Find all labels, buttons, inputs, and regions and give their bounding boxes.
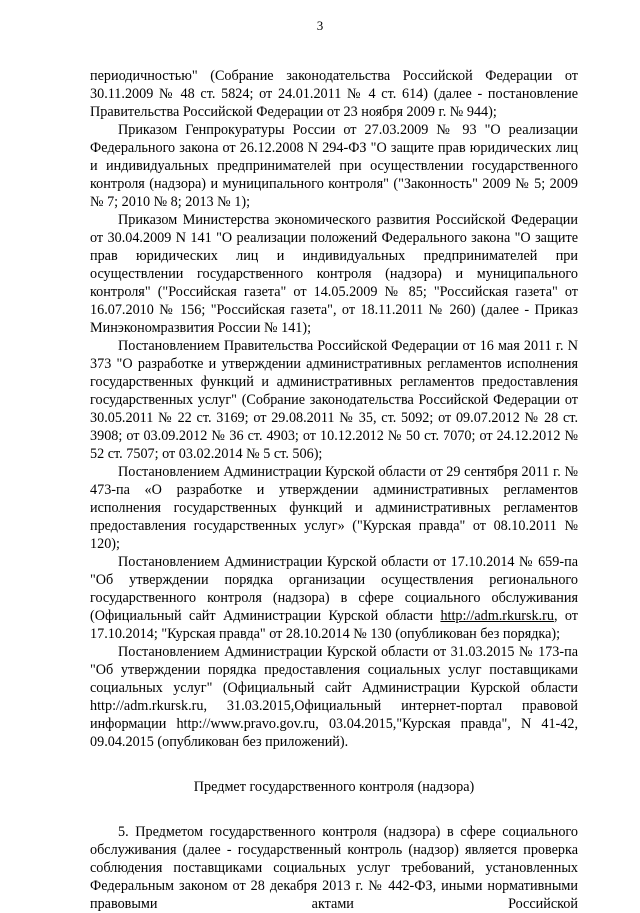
page-number: 3 xyxy=(316,18,324,33)
document-body xyxy=(90,67,578,913)
paragraph-ministry-order-141: Приказом Министерства экономического развития Российской Федерации от 30.04.2009 N 141 "О реализации положений Федерального закона "О защите прав юридических лиц и индивидуальных предпринимателей при осуществлении государственного контроля (надзора) и муниципального контроля" ("Российская газета" от 14.05.2009 № 85; "Российская газета" от 16.07.2010 № 156; "Российская газета", от 18.11.2011 № 260) (далее - Приказ Минэкономразвития России № 141); xyxy=(90,212,578,336)
paragraph-text-after-link: , от 17.10.2014; "Курская правда" от 28.10.2014 № 130 (опубликован без порядка); xyxy=(90,608,578,642)
paragraph-kursk-resolution-473: Постановлением Администрации Курской области от 29 сентября 2011 г. № 473-па «О разработке и утверждении административных регламентов исполнения государственных функций и административных регламентов предоставления государственных услуг» ("Курская правда" от 08.10.2011 № 120); xyxy=(90,464,578,552)
paragraph-kursk-resolution-659 xyxy=(90,553,578,643)
paragraph-prosecutor-order-93: Приказом Генпрокуратуры России от 27.03.2009 № 93 "О реализации Федерального закона от 26.12.2008 N 294-ФЗ "О защите прав юридических лиц и индивидуальных предпринимателей при осуществлении государственного контроля (надзора) и муниципального контроля" ("Законность" 2009 № 5; 2009 № 7; 2010 № 8; 2013 № 1); xyxy=(90,122,578,210)
paragraph-kursk-resolution-173: Постановлением Администрации Курской области от 31.03.2015 № 173-па "Об утверждении порядка предоставления социальных услуг поставщиками социальных услуг" (Официальный сайт Администрации Курской области http://adm.rkursk.ru, 31.03.2015,Официальный интернет-портал правовой информации http://www.pravo.gov.ru, 03.04.2015,"Курская правда", N 41-42, 09.04.2015 (опубликован без приложений). xyxy=(90,644,578,750)
paragraph-government-resolution-373: Постановлением Правительства Российской Федерации от 16 мая 2011 г. N 373 "О разработке и утверждении административных регламентов исполнения государственных функций и административных регламентов предоставления государственных услуг" (Собрание законодательства Российской Федерации от 30.05.2011 № 22 ст. 3169; от 29.08.2011 № 35, ст. 5092; от 09.07.2012 № 28 ст. 3908; от 03.09.2012 № 36 ст. 4903; от 10.12.2012 № 50 ст. 7070; от 24.12.2012 № 52 ст. 7507; от 03.02.2014 № 5 ст. 506); xyxy=(90,338,578,462)
paragraph-item-5-subject: 5. Предметом государственного контроля (надзора) в сфере социального обслуживания (далее - государственный контроль (надзор) является проверка соблюдения поставщиками социальных услуг требований, установленных Федеральным законом от 28 декабря 2013 г. № 442-ФЗ, иными нормативными правовыми актами Российской xyxy=(90,824,578,912)
section-heading: Предмет государственного контроля (надзора) xyxy=(193,779,475,795)
paragraph-resolution-944-continuation: периодичностью" (Собрание законодательства Российской Федерации от 30.11.2009 № 48 ст. 5824; от 24.01.2011 № 4 ст. 614) (далее - постановление Правительства Российской Федерации от 23 ноября 2009 г. № 944); xyxy=(90,68,578,120)
paragraph-text-before-link: Постановлением Администрации Курской области от 17.10.2014 № 659-па "Об утверждении порядка организации осуществления регионального государственного контроля (надзора) в сфере социального обслуживания (Официальный сайт Администрации Курской области xyxy=(90,554,578,624)
kursk-admin-site-link[interactable]: http://adm.rkursk.ru xyxy=(440,608,554,624)
